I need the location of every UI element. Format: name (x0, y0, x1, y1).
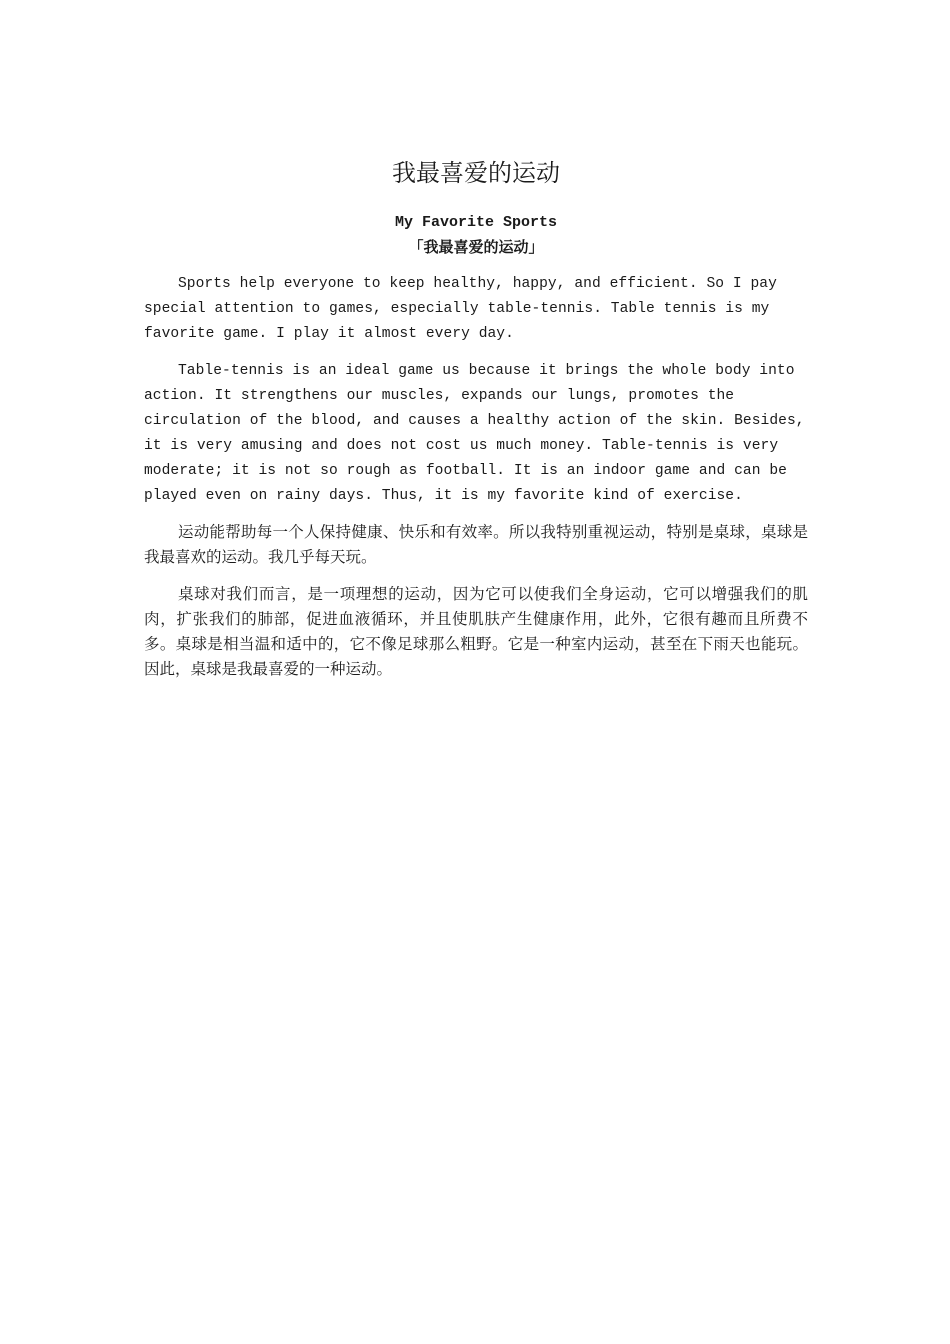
english-paragraph-2: Table-tennis is an ideal game us because it brings the whole body into action. It strengthens our muscles, expands our lungs, promotes the circulation of the blood, and causes a healthy action of the skin. Besides, it is very amusing and does not cost us much money. Table-tennis is very moderate; it is not so rough as football. It is an indoor game and can be played even on rainy days. Thus, it is my favorite kind of exercise. (144, 363, 805, 504)
english-paragraph-1: Sports help everyone to keep healthy, happy, and efficient. So I pay special attention to games, especially table-tennis. Table tennis is my favorite game. I play it almost every day. (144, 276, 777, 342)
page-title: 我最喜爱的运动 (392, 159, 560, 187)
chinese-paragraph-2: 桌球对我们而言，是一项理想的运动，因为它可以使我们全身运动，它可以增强我们的肌肉，扩张我们的肺部，促进血液循环，并且使肌肤产生健康作用，此外，它很有趣而且所费不多。桌球是相当温和适中的，它不像足球那么粗野。它是一种室内运动，甚至在下雨天也能玩。因此，桌球是我最喜爱的一种运动。 (144, 585, 808, 678)
english-subtitle: My Favorite Sports (394, 214, 558, 231)
chinese-paragraph-1: 运动能帮助每一个人保持健康、快乐和有效率。所以我特别重视运动，特别是桌球，桌球是我最喜欢的运动。我几乎每天玩。 (144, 523, 808, 566)
chinese-subtitle: 「我最喜爱的运动」 (408, 238, 544, 256)
